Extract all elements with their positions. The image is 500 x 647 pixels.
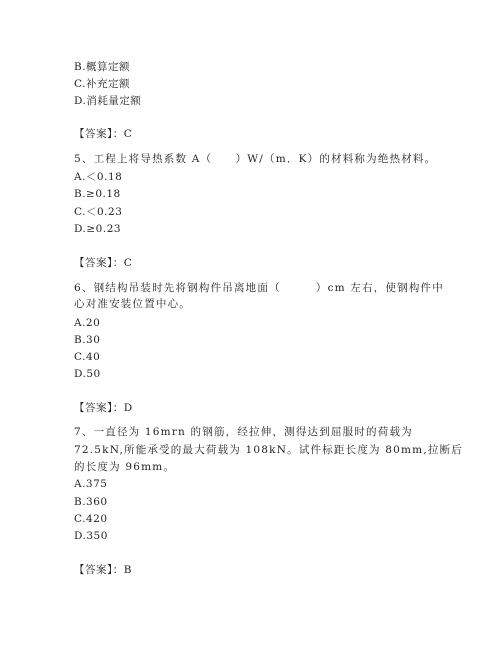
question-stem-line-1: 6、钢结构吊装时先将钢构件吊离地面（ ）cm 左右，使钢构件中 xyxy=(74,282,444,294)
option-a: A.20 xyxy=(74,317,101,329)
option-c: C.＜0.23 xyxy=(74,206,123,218)
question-stem-line-3: 的长度为 96mm。 xyxy=(74,461,176,473)
option-b: B.30 xyxy=(74,334,101,346)
question-stem-line-2: 72.5kN,所能承受的最大荷载为 108kN。试件标距长度为 80mm,拉断后 xyxy=(74,444,463,456)
option-b: B.360 xyxy=(74,496,108,508)
question-stem-line-2: 心对准安装位置中心。 xyxy=(74,298,191,310)
option-c: C.补充定额 xyxy=(74,78,130,90)
question-stem: 5、工程上将导热系数 A（ ）W/（m．K）的材料称为绝热材料。 xyxy=(74,153,437,165)
option-d: D.≥0.23 xyxy=(74,223,122,235)
option-c: C.420 xyxy=(74,513,108,525)
option-a: A.375 xyxy=(74,478,108,490)
answer-line: 【答案】：B xyxy=(74,564,132,576)
option-c: C.40 xyxy=(74,351,101,363)
option-d: D.50 xyxy=(74,368,101,380)
option-b: B.≥0.18 xyxy=(74,188,121,200)
option-a: A.＜0.18 xyxy=(74,171,123,183)
answer-line: 【答案】：C xyxy=(74,257,133,269)
option-d: D.350 xyxy=(74,530,108,542)
answer-line: 【答案】：C xyxy=(74,128,133,140)
option-b: B.概算定额 xyxy=(74,61,131,73)
option-d: D.消耗量定额 xyxy=(74,95,142,107)
answer-line: 【答案】：D xyxy=(74,402,133,414)
question-stem-line-1: 7、一直径为 16mrn 的钢筋，经拉伸，测得达到屈服时的荷载为 xyxy=(74,426,413,438)
